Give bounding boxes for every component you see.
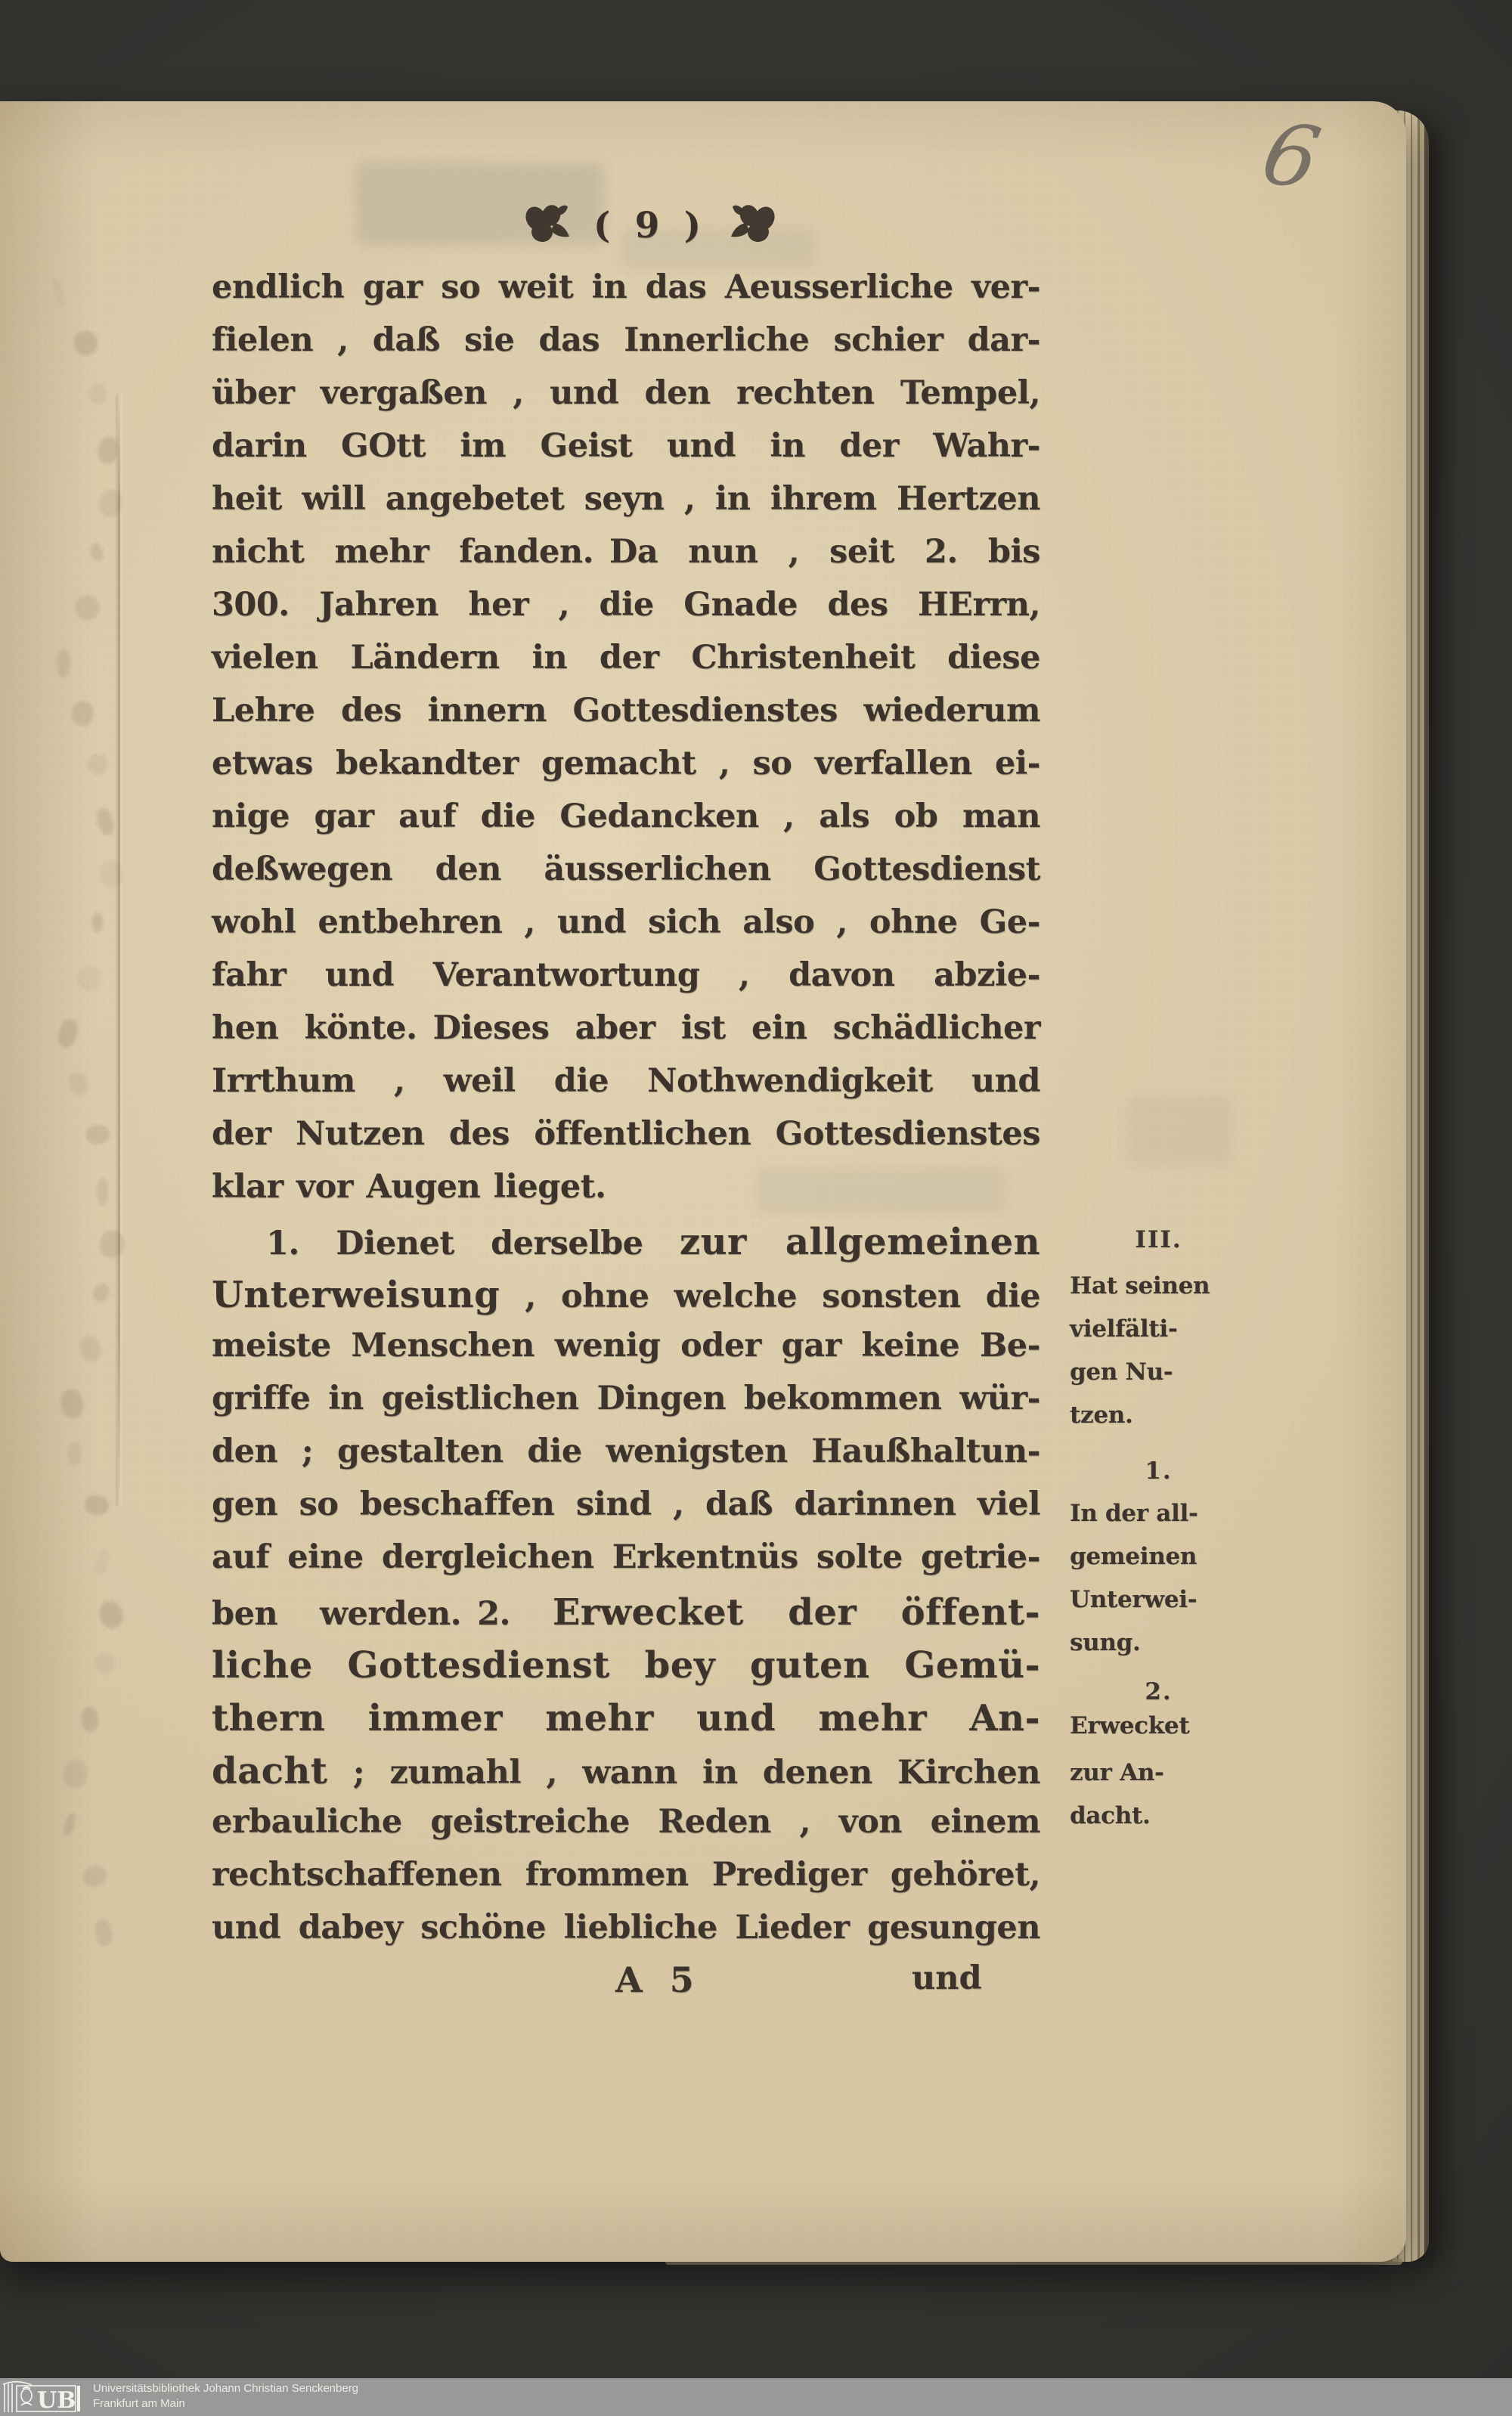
library-name bbox=[93, 2381, 358, 2411]
text-line bbox=[212, 1168, 1040, 1221]
emphasized-text: Unterweisung bbox=[212, 1274, 500, 1316]
bleed-through-mark bbox=[97, 1178, 107, 1206]
binding-crease bbox=[118, 395, 120, 1506]
margin-note-text: Erwecket bbox=[1070, 1712, 1190, 1739]
text-line bbox=[212, 1803, 1040, 1856]
margin-note-number: 2. bbox=[1145, 1678, 1173, 1705]
text-line bbox=[212, 692, 1040, 745]
body-text: nicht mehr fanden. Da nun , seit 2. bis bbox=[212, 533, 1040, 571]
body-text: nige gar auf die Gedancken , als ob man bbox=[212, 798, 1040, 835]
library-name-line1: Universitätsbibliothek Johann Christian Senckenberg bbox=[93, 2382, 359, 2395]
body-text: erbauliche geistreiche Reden , von einem bbox=[212, 1803, 1040, 1841]
bleed-through-mark bbox=[89, 384, 106, 404]
body-text: griffe in geistlichen Dingen bekommen wür- bbox=[212, 1380, 1040, 1417]
text-line bbox=[212, 1591, 1040, 1644]
text-line bbox=[212, 745, 1040, 798]
margin-notes-column bbox=[1070, 0, 1247, 2416]
logo-abbr-text: UB bbox=[37, 2387, 76, 2414]
text-line bbox=[212, 1221, 1040, 1274]
body-text: darin GOtt im Geist und in der Wahr- bbox=[212, 427, 1040, 465]
text-line bbox=[212, 268, 1040, 321]
text-line bbox=[212, 1380, 1040, 1433]
body-text: etwas bekandter gemacht , so verfallen ei- bbox=[212, 745, 1040, 782]
body-text: ; zumahl , wann in denen Kirchen bbox=[327, 1754, 1040, 1792]
text-line bbox=[212, 850, 1040, 903]
text-line bbox=[212, 1433, 1040, 1485]
body-text: endlich gar so weit in das Aeusserliche ver- bbox=[212, 268, 1040, 306]
library-logo bbox=[2, 2380, 86, 2414]
body-text: gen so beschaffen sind , daß darinnen viel bbox=[212, 1485, 1040, 1523]
text-line bbox=[212, 1697, 1040, 1750]
text-line bbox=[212, 1485, 1040, 1538]
body-text: wohl entbehren , und sich also , ohne Ge- bbox=[212, 903, 1040, 941]
body-text: ben werden. 2. bbox=[212, 1595, 553, 1633]
text-line bbox=[212, 1115, 1040, 1168]
body-text: fahr und Verantwortung , davon abzie- bbox=[212, 956, 1040, 994]
margin-note-text: In der all- bbox=[1070, 1500, 1198, 1527]
text-line bbox=[212, 903, 1040, 956]
printers-flower-icon bbox=[727, 202, 781, 249]
emphasized-text: Erwecket der öffent- bbox=[552, 1591, 1040, 1634]
body-text: Lehre des innern Gottesdienstes wiederum bbox=[212, 692, 1040, 729]
catchword: und bbox=[912, 1959, 982, 1997]
body-text: deßwegen den äusserlichen Gottesdienst bbox=[212, 850, 1040, 888]
text-line bbox=[212, 1644, 1040, 1697]
text-line bbox=[212, 1327, 1040, 1380]
text-line bbox=[212, 321, 1040, 374]
body-text: heit will angebetet seyn , in ihrem Hertzen bbox=[212, 480, 1040, 518]
text-line bbox=[212, 1009, 1040, 1062]
text-line bbox=[212, 1062, 1040, 1115]
margin-note-text: zur An- bbox=[1070, 1759, 1164, 1786]
emphasized-text: zur allgemeinen bbox=[679, 1221, 1040, 1263]
text-line bbox=[212, 1274, 1040, 1327]
body-text: der Nutzen des öffentlichen Gottesdienstes bbox=[212, 1115, 1040, 1153]
signature-row bbox=[212, 1959, 1040, 2012]
text-line bbox=[212, 1750, 1040, 1803]
body-text: auf eine dergleichen Erkentnüs solte getrie- bbox=[212, 1538, 1040, 1576]
bleed-through-mark bbox=[67, 1442, 81, 1466]
text-line bbox=[212, 533, 1040, 586]
emphasized-text: dacht bbox=[212, 1750, 328, 1792]
running-head bbox=[484, 195, 816, 256]
margin-note-text: tzen. bbox=[1070, 1402, 1133, 1429]
body-text: 1. Dienet derselbe bbox=[266, 1225, 680, 1262]
margin-note-text: gemeinen bbox=[1070, 1543, 1198, 1570]
bleed-through-mark bbox=[82, 1707, 98, 1732]
body-text: Irrthum , weil die Nothwendigkeit und bbox=[212, 1062, 1040, 1100]
body-text: , ohne welche sonsten die bbox=[500, 1278, 1040, 1315]
gathering-signature: A 5 bbox=[615, 1959, 702, 2000]
margin-note-text: sung. bbox=[1070, 1629, 1141, 1656]
text-line bbox=[212, 374, 1040, 427]
bleed-through-mark bbox=[57, 649, 70, 677]
emphasized-text: thern immer mehr und mehr An- bbox=[212, 1697, 1040, 1739]
body-text: rechtschaffenen frommen Prediger gehöret, bbox=[212, 1856, 1040, 1894]
library-banner bbox=[0, 2378, 1512, 2416]
handwritten-folio-number: 6 bbox=[1253, 104, 1328, 209]
text-line bbox=[212, 1909, 1040, 1962]
body-text: den ; gestalten die wenigsten Haußhaltun- bbox=[212, 1433, 1040, 1470]
text-line bbox=[212, 1856, 1040, 1909]
body-text: vielen Ländern in der Christenheit diese bbox=[212, 639, 1040, 677]
margin-note-text: vielfälti- bbox=[1070, 1315, 1178, 1343]
body-text: über vergaßen , und den rechten Tempel, bbox=[212, 374, 1040, 412]
page-number: ( 9 ) bbox=[593, 204, 707, 246]
emphasized-text: liche Gottesdienst bey guten Gemü- bbox=[212, 1644, 1040, 1687]
body-text: und dabey schöne liebliche Lieder gesungen bbox=[212, 1909, 1040, 1947]
body-text: klar vor Augen lieget. bbox=[212, 1168, 606, 1206]
body-text: fielen , daß sie das Innerliche schier dar- bbox=[212, 321, 1040, 359]
margin-note-number: III. bbox=[1135, 1226, 1182, 1253]
text-line bbox=[212, 427, 1040, 480]
text-line bbox=[212, 480, 1040, 533]
page-text-block bbox=[212, 268, 1040, 1962]
text-line bbox=[212, 798, 1040, 850]
margin-note-number: 1. bbox=[1145, 1457, 1173, 1485]
body-text: 300. Jahren her , die Gnade des HErrn, bbox=[212, 586, 1040, 624]
text-line bbox=[212, 1538, 1040, 1591]
body-text: meiste Menschen wenig oder gar keine Be- bbox=[212, 1327, 1040, 1364]
margin-note-text: Hat seinen bbox=[1070, 1272, 1210, 1299]
margin-note-text: Unterwei- bbox=[1070, 1586, 1198, 1613]
body-text: hen könte. Dieses aber ist ein schädlicher bbox=[212, 1009, 1040, 1047]
text-line bbox=[212, 956, 1040, 1009]
printers-flower-icon bbox=[519, 202, 574, 249]
margin-note-text: dacht. bbox=[1070, 1802, 1151, 1829]
margin-note-text: gen Nu- bbox=[1070, 1358, 1173, 1386]
library-name-line2: Frankfurt am Main bbox=[93, 2397, 185, 2410]
bleed-through-mark bbox=[92, 913, 103, 932]
text-line bbox=[212, 586, 1040, 639]
text-line bbox=[212, 639, 1040, 692]
